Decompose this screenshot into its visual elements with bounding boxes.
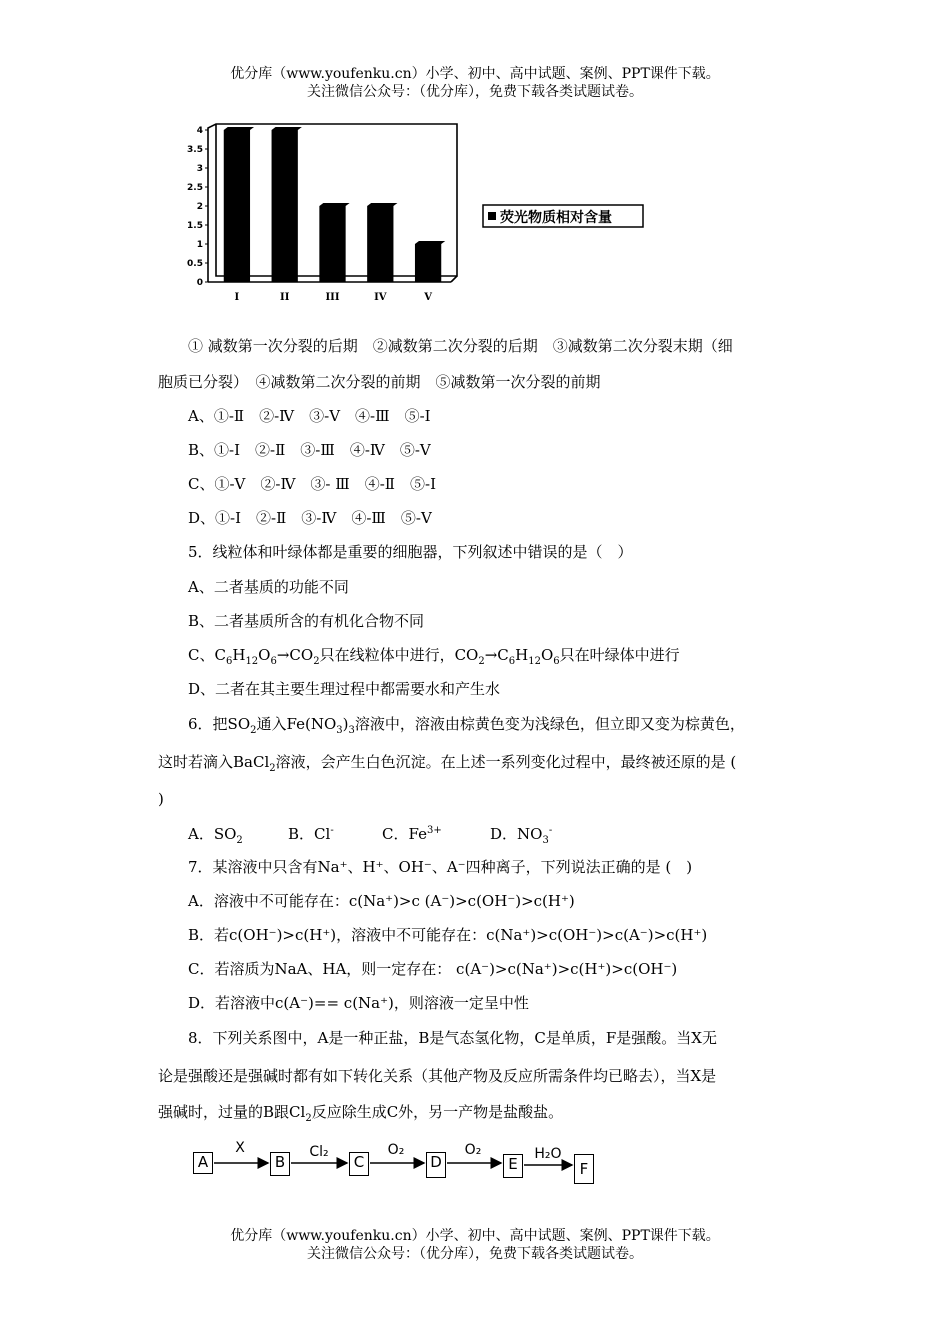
flow-label-x: X — [235, 1140, 245, 1156]
chart-bar — [367, 206, 393, 282]
flow-label-cl2: Cl₂ — [309, 1144, 329, 1160]
chart-y-tick-label: 1 — [196, 240, 203, 250]
chart-x-tick-label: I — [234, 292, 240, 303]
page-footer-line2: 关注微信公众号：（优分库），免费下载各类试题试卷。 — [307, 1246, 643, 1262]
chart-y-ticks — [187, 126, 208, 288]
chart-y-tick-label: 0 — [196, 278, 203, 288]
chart-bar — [224, 130, 250, 282]
chart-y-tick-label: 3.5 — [187, 145, 203, 155]
flow-node-a: A — [193, 1152, 213, 1174]
chart-x-tick-label: IV — [374, 292, 387, 303]
q8-stem-line2: 论是强酸还是强碱时都有如下转化关系（其他产物及反应所需条件均已略去），当X是 — [158, 1067, 717, 1085]
q6-option-d: D．$NO_3^-$ — [490, 825, 553, 846]
q6-option-a: A．$SO_2$ — [188, 825, 243, 846]
flow-node-d: D — [426, 1152, 446, 1178]
q4-option-a: A、①-Ⅱ ②-Ⅳ ③-Ⅴ ④-Ⅲ ⑤-Ⅰ — [188, 407, 431, 425]
page-header-line2: 关注微信公众号：（优分库），免费下载各类试题试卷。 — [307, 84, 643, 100]
q6-stem-line2: 这时若滴入BaCl$_2$溶液，会产生白色沉淀。在上述一系列变化过程中，最终被还原的是 ( — [158, 753, 737, 774]
q4-option-c: C、①-Ⅴ ②-Ⅳ ③- Ⅲ ④-Ⅱ ⑤-Ⅰ — [188, 475, 436, 493]
flow-label-o2-2: O₂ — [464, 1142, 482, 1158]
q7-option-b: B．若c(OH⁻)>c(H⁺)，溶液中不可能存在：c(Na⁺)>c(OH⁻)>c(A⁻)>c(H⁺) — [188, 926, 708, 944]
chart-legend-swatch — [488, 212, 496, 220]
q5-option-d: D、二者在其主要生理过程中都需要水和产生水 — [188, 680, 501, 698]
flow-node-c: C — [349, 1152, 369, 1176]
q8-stem-line1: 8．下列关系图中，A是一种正盐，B是气态氢化物，C是单质，F是强酸。当X无 — [188, 1029, 717, 1047]
q5-option-c: C、$C_6H_{12}O_6\to CO_2$只在线粒体中进行，$CO_2\to C_6H_{12}O_6$只在叶绿体中进行 — [188, 646, 680, 667]
chart-bar-top — [224, 127, 254, 130]
q7-option-d: D．若溶液中c(A⁻)== c(Na⁺)，则溶液一定呈中性 — [188, 994, 529, 1012]
chart-bar-top — [367, 203, 397, 206]
q4-option-d: D、①-Ⅰ ②-Ⅱ ③-Ⅳ ④-Ⅲ ⑤-Ⅴ — [188, 509, 432, 527]
q7-stem: 7．某溶液中只含有Na⁺、H⁺、OH⁻、A⁻四种离子，下列说法正确的是 ( ) — [188, 858, 693, 876]
q6-stem-line1: 6．把$SO_2$通入$Fe(NO_3)_3$溶液中，溶液由棕黄色变为浅绿色，但立即又变为棕黄色， — [188, 715, 745, 736]
chart-bars — [224, 127, 445, 282]
chart-y-tick-label: 1.5 — [187, 221, 203, 231]
page-footer-line1: 优分库（www.youfenku.cn）小学、初中、高中试题、案例、PPT课件下载。 — [230, 1228, 720, 1244]
chart-x-tick-label: V — [424, 292, 432, 303]
chart-bar-top — [415, 241, 445, 244]
q6-option-b: B．Cl- — [288, 825, 334, 843]
q5-stem: 5．线粒体和叶绿体都是重要的细胞器，下列叙述中错误的是（ ） — [188, 543, 633, 561]
q4-stages-line1: ① 减数第一次分裂的后期 ②减数第二次分裂的后期 ③减数第二次分裂末期（细 — [188, 337, 733, 355]
chart-bar — [415, 244, 441, 282]
bar-chart — [185, 120, 655, 305]
chart-x-tick-label: III — [325, 292, 340, 303]
chart-legend — [483, 205, 643, 227]
q5-option-a: A、二者基质的功能不同 — [188, 578, 349, 596]
chart-y-tick-label: 3 — [196, 164, 203, 174]
chart-x-tick-label: II — [280, 292, 290, 303]
flow-label-h2o: H₂O — [534, 1146, 562, 1162]
page-header-line1: 优分库（www.youfenku.cn）小学、初中、高中试题、案例、PPT课件下载。 — [230, 66, 720, 82]
q7-option-c: C．若溶质为NaA、HA，则一定存在： c(A⁻)>c(Na⁺)>c(H⁺)>c(OH⁻) — [188, 960, 678, 978]
q6-option-c: C．$Fe^{3+}$ — [382, 825, 442, 843]
flow-node-f: F — [574, 1154, 594, 1184]
flow-node-b: B — [270, 1152, 290, 1176]
q8-stem-line3: 强碱时，过量的B跟$Cl_2$反应除生成C外，另一产物是盐酸盐。 — [158, 1103, 564, 1124]
q4-stages-line2: 胞质已分裂） ④减数第二次分裂的前期 ⑤减数第一次分裂的前期 — [158, 373, 601, 391]
q4-option-b: B、①-Ⅰ ②-Ⅱ ③-Ⅲ ④-Ⅳ ⑤-Ⅴ — [188, 441, 431, 459]
chart-y-tick-label: 4 — [196, 126, 203, 136]
chart-bar — [319, 206, 345, 282]
chart-x-ticks — [235, 292, 433, 303]
chart-y-tick-label: 0.5 — [187, 259, 203, 269]
chart-y-tick-label: 2.5 — [187, 183, 203, 193]
chart-bar — [272, 130, 298, 282]
q6-stem-line3: ) — [158, 790, 164, 808]
chart-bar-top — [319, 203, 349, 206]
q5-option-b: B、二者基质所含的有机化合物不同 — [188, 612, 425, 630]
q7-option-a: A．溶液中不可能存在：c(Na⁺)>c (A⁻)>c(OH⁻)>c(H⁺) — [188, 892, 575, 910]
flow-label-o2-1: O₂ — [387, 1142, 405, 1158]
chart-y-tick-label: 2 — [196, 202, 203, 212]
chart-legend-label: 荧光物质相对含量 — [500, 210, 612, 226]
chart-x-axis-depth — [451, 276, 457, 282]
flow-node-e: E — [503, 1154, 523, 1178]
q6-options — [188, 824, 552, 844]
chart-bar-top — [272, 127, 302, 130]
